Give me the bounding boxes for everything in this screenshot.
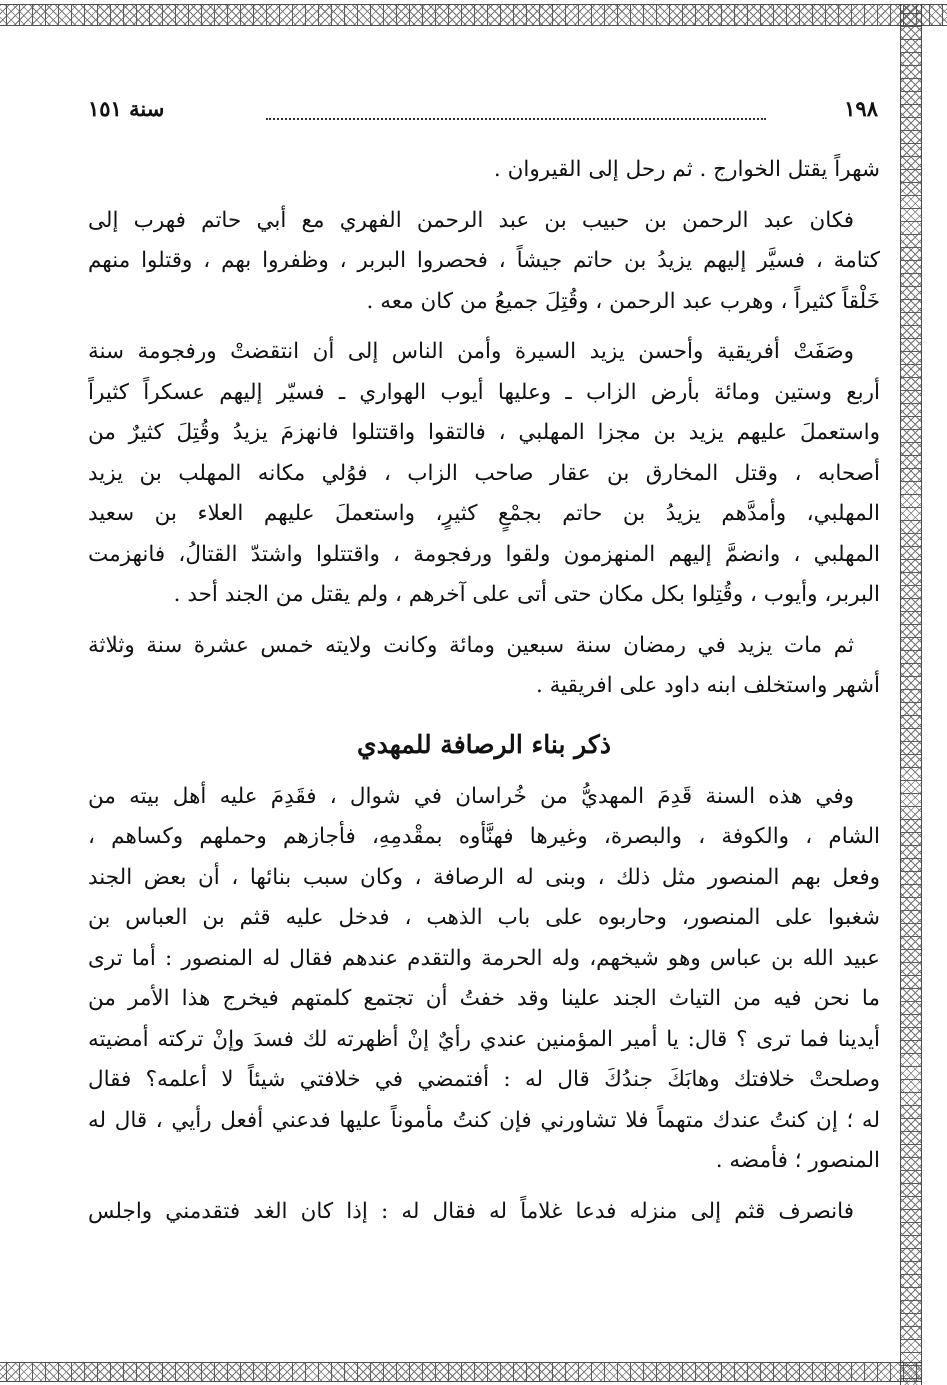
page-body xyxy=(88,150,880,1242)
text-line: شهراً يقتل الخوارج . ثم رحل إلى القيروان . xyxy=(493,157,880,182)
paragraph-4 xyxy=(88,626,880,707)
text-line: واستعملَ عليهم يزيد بن مجزا المهلبي ، فالتقوا واقتتلوا فانهزمَ يزيدُ وقُتِلَ كثيرٌ من xyxy=(88,420,880,445)
paragraph-5 xyxy=(88,777,880,1182)
text-line: شغبوا على المنصور، وحاربوه على باب الذهب ، فدخل عليه قثم بن العباس بن xyxy=(88,905,880,930)
decorative-border-bottom xyxy=(0,1362,922,1382)
section-heading: ذكر بناء الرصافة للمهدي xyxy=(357,729,611,759)
text-line: أصحابه ، وقتل المخارق بن عقار صاحب الزاب ، فوُلي مكانه المهلب بن يزيد xyxy=(88,460,880,486)
decorative-border-right xyxy=(900,4,922,1385)
text-line: كتامة ، فسيَّر إليهم يزيدُ بن حاتم جيشاً ، فحصروا البربر ، وظفروا بهم ، وقتلوا منهم xyxy=(88,248,880,273)
decorative-border-top xyxy=(0,4,947,26)
text-line: عبيد الله بن عباس وهو شيخهم، وله الحرمة والتقدم عندهم فقال له المنصور : أما ترى xyxy=(88,945,880,971)
text-line: له ؛ إن كنتُ عندك متهماً فلا تشاورني فإن كنتُ مأموناً عليها فدعني أفعل رأيي ، قال له xyxy=(88,1107,880,1133)
text-line: الشام ، والكوفة ، والبصرة، وغيرها فهنَّأوه بمقْدمِهِ، فأجازهم وحملهم وكساهم ، xyxy=(88,824,880,849)
header-dotted-leader xyxy=(266,118,766,120)
text-line: أيدينا فما ترى ؟ قال: يا أمير المؤمنين عندي رأيٌ إنْ أظهرته لك فسدَ وإنْ تركته أمضيته xyxy=(88,1026,880,1052)
page-number: ١٩٨ xyxy=(844,96,878,121)
text-line: أشهر واستخلف ابنه داود على افريقية . xyxy=(535,673,880,698)
paragraph-3 xyxy=(88,332,880,616)
text-line: وفي هذه السنة قَدِمَ المهديُّ من خُراسان في شوال ، فقَدِمَ عليه أهل بيته من xyxy=(88,783,854,809)
text-line: البربر، وأيوب ، وقُتِلوا بكل مكان حتى أتى على آخرهم ، ولم يقتل من الجند أحد . xyxy=(173,582,880,607)
paragraph-1 xyxy=(88,150,880,191)
text-line: المنصور ؛ فأمضه . xyxy=(715,1148,880,1173)
header-year: سنة ١٥١ xyxy=(88,96,165,121)
text-line: المهلبي، وأمدَّهم يزيدُ بن حاتم بجمْعٍ كثيرٍ، واستعملَ عليهم العلاء بن سعيد xyxy=(88,501,880,526)
text-line: خَلْقاً كثيراً ، وهرب عبد الرحمن ، وقُتِلَ جميعُ من كان معه . xyxy=(366,288,880,314)
text-line: ثم مات يزيد في رمضان سنة سبعين ومائة وكانت ولايته خمس عشرة سنة وثلاثة xyxy=(88,632,854,658)
text-line: وصلحتْ خلافتك وهابَكَ جندُكَ قال له : أفتمضي في خلافتي شيئاً لا أعلمه؟ فقال xyxy=(88,1067,880,1092)
text-line: المهلبي ، وانضمَّ إليهم المنهزمون ولقوا ورفجومة ، واقتتلوا واشتدّ القتالُ، فانهزمت xyxy=(88,541,880,567)
text-line: وفعل بهم المنصور مثل ذلك ، وبنى له الرصافة ، وكان سبب بنائها ، أن بعض الجند xyxy=(88,864,880,890)
text-line: ما نحن فيه من التياث الجند علينا وقد خفتُ أن تجتمع كلمتهم فيخرج هذا الأمر من xyxy=(88,986,880,1011)
paragraph-6 xyxy=(88,1192,880,1233)
paragraph-2 xyxy=(88,201,880,323)
text-line: فانصرف قثم إلى منزله فدعا غلاماً له فقال له : إذا كان الغد فتقدمني واجلس xyxy=(88,1198,854,1224)
text-line: أربع وستين ومائة بأرض الزاب ـ وعليها أيوب الهواري ـ فسيّر إليهم عسكراً كثيراً xyxy=(88,379,880,405)
text-line: وصَفَتْ أفريقية وأحسن يزيد السيرة وأمن الناس إلى أن انتقضتْ ورفجومة سنة xyxy=(88,339,854,364)
text-line: فكان عبد الرحمن بن حبيب بن عبد الرحمن الفهري مع أبي حاتم فهرب إلى xyxy=(88,207,854,233)
running-header xyxy=(88,92,878,132)
